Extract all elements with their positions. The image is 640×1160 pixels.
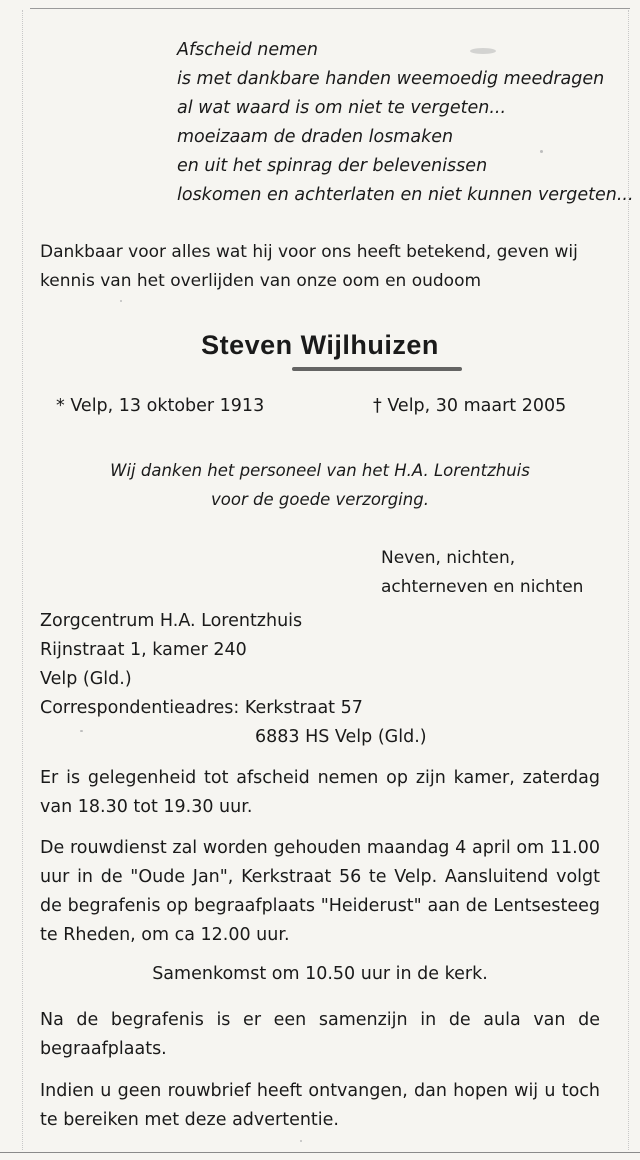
address-block (40, 607, 427, 752)
name-underline (292, 367, 462, 371)
birth-date: * Velp, 13 oktober 1913 (56, 396, 265, 416)
address-line: Velp (Gld.) (40, 669, 132, 689)
scan-speck (300, 1140, 302, 1142)
address-line: Rijnstraat 1, kamer 240 (40, 640, 247, 660)
gathering-paragraph: Samenkomst om 10.50 uur in de kerk. (152, 964, 488, 984)
address-line: 6883 HS Velp (Gld.) (255, 727, 427, 747)
top-border (30, 8, 630, 9)
poem-line: moeizaam de draden losmaken (177, 127, 454, 147)
farewell-paragraph: Er is gelegenheid tot afscheid nemen op zijn kamer, zaterdag van 18.30 tot 19.30 uur. (40, 768, 600, 817)
address-line: Zorgcentrum H.A. Lorentzhuis (40, 611, 303, 631)
poem-line: al wat waard is om niet te vergeten... (177, 98, 507, 118)
poem (177, 36, 634, 210)
death-date: † Velp, 30 maart 2005 (373, 396, 567, 416)
intro-text: Dankbaar voor alles wat hij voor ons heeft betekend, geven wij kennis van het overlijden van onze oom en oudoom (40, 242, 578, 291)
bottom-border (0, 1152, 640, 1153)
poem-line: Afscheid nemen (177, 40, 319, 60)
deceased-name: Steven Wijlhuizen (201, 330, 439, 360)
thanks-line: Wij danken het personeel van het H.A. Lorentzhuis (110, 461, 530, 480)
scan-speck (120, 300, 122, 302)
poem-line: is met dankbare handen weemoedig meedragen (177, 69, 605, 89)
scan-speck (540, 150, 543, 153)
address-line: Correspondentieadres: Kerkstraat 57 (40, 698, 363, 718)
notice-paragraph: Indien u geen rouwbrief heeft ontvangen, dan hopen wij u toch te bereiken met deze advertentie. (40, 1081, 600, 1130)
poem-line: en uit het spinrag der belevenissen (177, 156, 488, 176)
scan-speck (470, 48, 496, 54)
relatives-line: achterneven en nichten (381, 577, 584, 597)
poem-line: loskomen en achterlaten en niet kunnen vergeten... (177, 185, 634, 205)
thanks-text (0, 456, 640, 514)
service-paragraph: De rouwdienst zal worden gehouden maandag 4 april om 11.00 uur in de "Oude Jan", Kerkstraat 56 te Velp. Aansluitend volgt de begrafenis op begraafplaats "Heiderust" aan de Lentsesteeg te Rheden, om ca 12.00 uur. (40, 838, 600, 945)
thanks-line: voor de goede verzorging. (211, 490, 429, 509)
scan-speck (80, 730, 83, 732)
relatives-signature (381, 544, 583, 602)
after-paragraph: Na de begrafenis is er een samenzijn in de aula van de begraafplaats. (40, 1010, 600, 1059)
relatives-line: Neven, nichten, (381, 548, 516, 568)
